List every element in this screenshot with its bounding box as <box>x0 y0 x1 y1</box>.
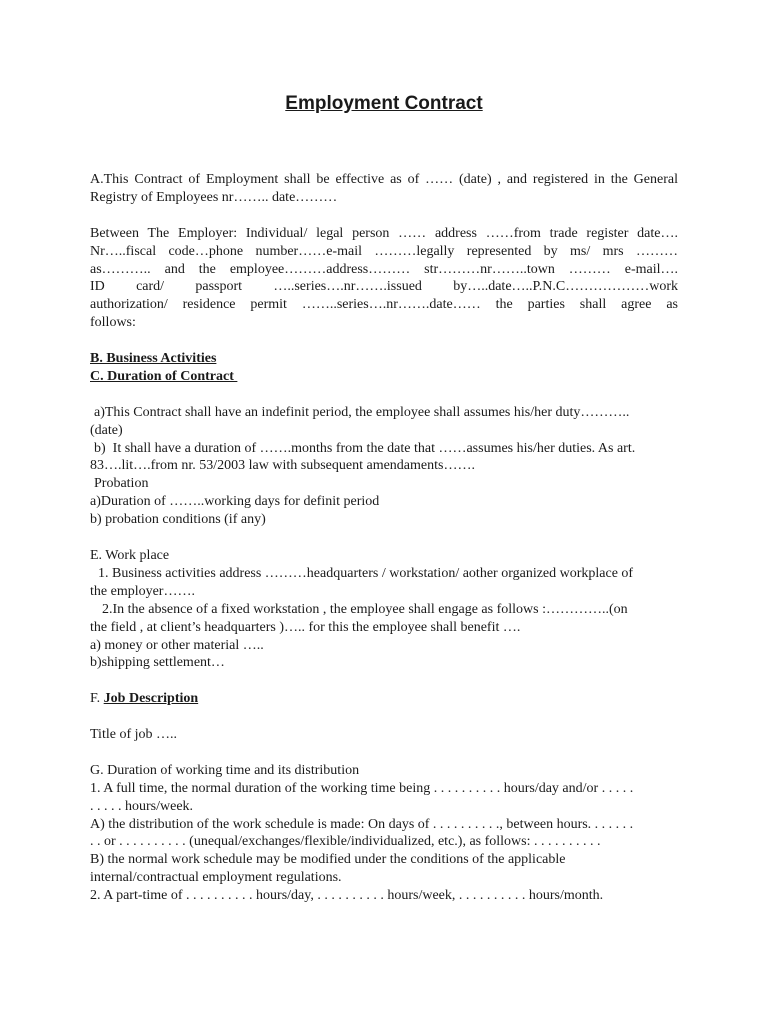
parties-line: as……….. and the employee………address……… str………nr……..town ……… e-mail…. <box>90 261 678 277</box>
section-g-heading: G. Duration of working time and its distribution <box>90 762 360 778</box>
section-f-prefix: F. <box>90 691 104 707</box>
parties-line: ID card/ passport …..series….nr…….issued by…..date…..P.N.C………………work <box>90 279 678 295</box>
fixed-duration-clause: b) It shall have a duration of …….months from the date that ……assumes his/her duties. As art. <box>94 440 636 456</box>
section-f-heading <box>90 690 678 708</box>
probation-duration: a)Duration of ……..working days for definit period <box>90 494 380 510</box>
parties-line: follows: <box>90 315 136 331</box>
schedule-distribution-clause: A) the distribution of the work schedule is made: On days of . . . . . . . . . ., between hours. . . . . . . <box>90 816 634 832</box>
schedule-modification-clause-cont: internal/contractual employment regulations. <box>90 870 342 886</box>
parties-line: Between The Employer: Individual/ legal person …… address ……from trade register date…. <box>90 225 678 241</box>
section-c-heading-text: C. Duration of Contract <box>90 368 238 384</box>
parties-line: Nr…..fiscal code…phone number……e-mail ………legally represented by ms/ mrs ……… <box>90 243 678 259</box>
section-c-heading <box>90 368 678 386</box>
parties-paragraph <box>90 225 678 332</box>
workplace-address-clause-cont: the employer……. <box>90 583 195 599</box>
section-b-heading: B. Business Activities <box>90 351 217 367</box>
benefit-money: a) money or other material ….. <box>90 637 264 653</box>
workplace-address-clause: 1. Business activities address ………headquarters / workstation/ aother organized workplace of <box>98 565 634 581</box>
schedule-modification-clause: B) the normal work schedule may be modified under the conditions of the applicable <box>90 852 566 868</box>
benefit-shipping: b)shipping settlement… <box>90 655 225 671</box>
parties-line: authorization/ residence permit ……..series….nr…….date…… the parties shall agree as <box>90 297 678 313</box>
part-time-clause: 2. A part-time of . . . . . . . . . . hours/day, . . . . . . . . . . hours/week, . . . . . . . . . . hours/month. <box>90 888 604 904</box>
fixed-duration-clause-cont: 83….lit….from nr. 53/2003 law with subsequent amendaments……. <box>90 458 475 474</box>
document-title: Employment Contract <box>285 93 483 114</box>
full-time-clause: 1. A full time, the normal duration of the working time being . . . . . . . . . . hours/day and/or . . . . . <box>90 780 634 796</box>
full-time-clause-cont: . . . . . hours/week. <box>90 798 194 814</box>
schedule-distribution-clause-cont: . . or . . . . . . . . . . (unequal/exchanges/flexible/individualized, etc.), as follows: . . . . . . . . . . <box>90 834 601 850</box>
section-e-heading: E. Work place <box>90 547 170 563</box>
probation-conditions: b) probation conditions (if any) <box>90 512 266 528</box>
mobile-workplace-clause: 2.In the absence of a fixed workstation , the employee shall engage as follows :…………..(on <box>102 601 628 617</box>
job-title-line: Title of job ….. <box>90 727 177 742</box>
document-body <box>90 171 678 905</box>
indefinite-period-clause-cont: (date) <box>90 422 123 438</box>
section-a-paragraph: A.This Contract of Employment shall be effective as of …… (date) , and registered in the General Registry of Employees nr…….. date……… <box>90 172 678 205</box>
indefinite-period-clause: a)This Contract shall have an indefinit period, the employee shall assumes his/her duty……….. <box>94 404 630 420</box>
section-f-heading-text: Job Description <box>103 691 199 707</box>
probation-label: Probation <box>94 476 149 492</box>
mobile-workplace-clause-cont: the field , at client’s headquarters )….. for this the employee shall benefit …. <box>90 619 521 635</box>
